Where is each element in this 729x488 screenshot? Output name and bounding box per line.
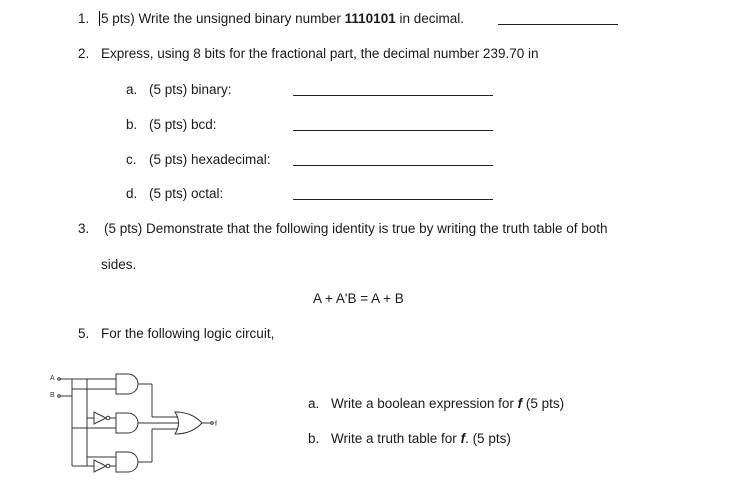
and-gate-3 bbox=[116, 452, 138, 472]
circuit-input-b-label: B bbox=[50, 392, 55, 399]
q5-item-b-text bbox=[331, 431, 511, 446]
q5-item-a-after: (5 pts) bbox=[522, 396, 565, 411]
q2-text: Express, using 8 bits for the fractional part, the decimal number 239.70 in bbox=[101, 46, 539, 61]
text-cursor bbox=[99, 11, 100, 26]
q2-item-a-letter: a. bbox=[126, 82, 138, 97]
q1-text-before: 5 pts) Write the unsigned binary number bbox=[101, 11, 345, 26]
q5-item-b-letter: b. bbox=[308, 431, 320, 446]
q2-item-d-label: (5 pts) octal: bbox=[149, 186, 224, 201]
q5-text: For the following logic circuit, bbox=[101, 326, 275, 341]
q2-item-b-answer-line[interactable] bbox=[293, 130, 493, 131]
q5-item-a-letter: a. bbox=[308, 396, 320, 411]
and-gate-2 bbox=[116, 413, 138, 433]
not-gate-1 bbox=[94, 412, 106, 424]
q5-item-b-var: f bbox=[460, 431, 466, 446]
q3-number: 3. bbox=[78, 221, 90, 236]
q2-item-d-letter: d. bbox=[126, 186, 138, 201]
q3-identity: A + A'B = A + B bbox=[313, 291, 404, 306]
q2-item-a-answer-line[interactable] bbox=[293, 95, 493, 96]
q2-item-c-answer-line[interactable] bbox=[293, 165, 493, 166]
q1-text-after: in decimal. bbox=[395, 11, 464, 26]
q2-number: 2. bbox=[78, 46, 90, 61]
q1-answer-line[interactable] bbox=[498, 24, 618, 25]
logic-circuit-diagram bbox=[40, 368, 230, 483]
and-gate-1 bbox=[116, 374, 138, 394]
q2-item-c-letter: c. bbox=[126, 152, 137, 167]
q5-item-a-before: Write a boolean expression for bbox=[331, 396, 518, 411]
circuit-output-label: f bbox=[215, 421, 217, 428]
q1-text bbox=[99, 11, 464, 26]
q1-binary-number: 1110101 bbox=[344, 11, 396, 26]
q2-item-c-label: (5 pts) hexadecimal: bbox=[149, 152, 271, 167]
not-gate-2 bbox=[94, 460, 106, 472]
q3-text: (5 pts) Demonstrate that the following identity is true by writing the truth table of both bbox=[104, 221, 608, 236]
q2-item-d-answer-line[interactable] bbox=[293, 199, 493, 200]
q3-text-continued: sides. bbox=[101, 257, 137, 272]
q5-item-b-after: . (5 pts) bbox=[465, 431, 511, 446]
or-gate bbox=[175, 412, 202, 434]
circuit-input-a-label: A bbox=[50, 375, 55, 382]
q5-number: 5. bbox=[78, 326, 90, 341]
q5-item-b-before: Write a truth table for bbox=[331, 431, 461, 446]
q2-item-b-letter: b. bbox=[126, 117, 138, 132]
q2-item-b-label: (5 pts) bcd: bbox=[149, 117, 217, 132]
q5-item-a-text bbox=[331, 396, 564, 411]
q5-item-a-var: f bbox=[517, 396, 523, 411]
q2-item-a-label: (5 pts) binary: bbox=[149, 82, 232, 97]
q1-number: 1. bbox=[78, 11, 90, 26]
